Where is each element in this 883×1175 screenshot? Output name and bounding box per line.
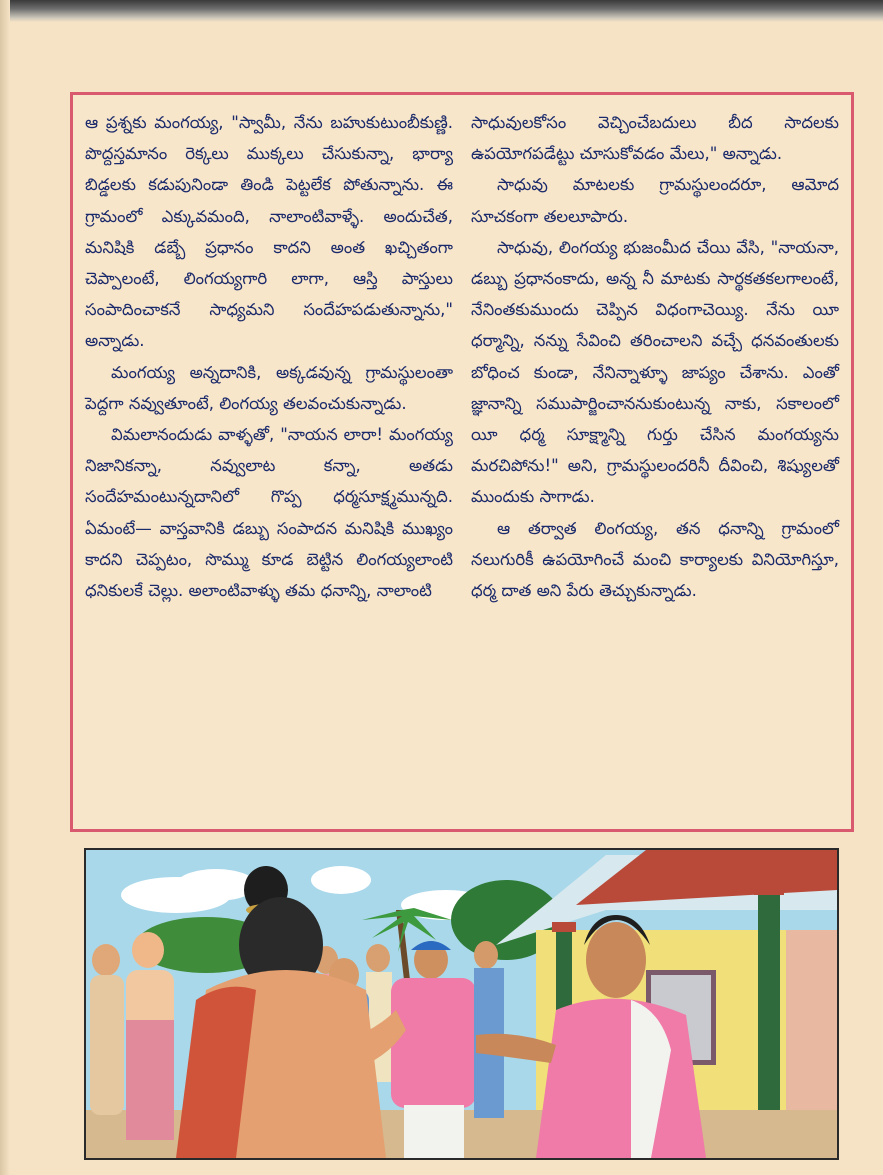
story-right-column [471,107,839,606]
story-paragraph: ఆ తర్వాత లింగయ్య, తన ధనాన్ని గ్రామంలో నలుగురికీ ఉపయోగించే మంచి కార్యాలకు వినియోగిస్తూ, ధర్మ దాత అని పేరు తెచ్చుకున్నాడు. [471,518,839,601]
story-left-column [85,107,453,606]
story-paragraph: సాధువు, లింగయ్య భుజంమీద చేయి వేసి, "నాయనా, డబ్బు ప్రధానంకాదు, అన్న నీ మాటకు సార్థకతకలగాలంటే, నేనింతకుముందు చెప్పిన విధంగాచెయ్యి. నేను యీ ధర్మాన్ని, నన్ను సేవించి తరించాలని వచ్చే ధనవంతులకు బోధించ కుండా, నేనిన్నాళ్ళూ జాప్యం చేశాను. ఎంతో జ్ఞానాన్ని సముపార్జించాననుకుంటున్న నాకు, సకాలంలో యీ ధర్మ సూక్ష్మాన్ని గుర్తు చేసిన మంగయ్యను మరచిపోను!" అని, గ్రామస్థులందరినీ దీవించి, శిష్యులతో ముందుకు సాగాడు. [471,237,839,507]
scanned-page-top-edge [0,0,883,22]
story-illustration [84,848,839,1160]
story-paragraph: సాధువు మాటలకు గ్రామస్థులందరూ, ఆమోద సూచకంగా తలలూపారు. [471,175,839,226]
story-text-frame [70,92,854,832]
story-paragraph: విమలానందుడు వాళ్ళతో, "నాయన లారా! మంగయ్య నిజానికన్నా, నవ్వులాట కన్నా, అతడు సందేహమంటున్నదానిలో గొప్ప ధర్మసూక్ష్మమున్నది. ఏమంటే— వాస్తవానికి డబ్బు సంపాదన మనిషికి ముఖ్యం కాదని చెప్పటం, సొమ్ము కూడ బెట్టిన లింగయ్యలాంటి ధనికులకే చెల్లు. అలాంటివాళ్ళు తమ ధనాన్ని, నాలాంటి [85,425,453,601]
story-paragraph: ఆ ప్రశ్నకు మంగయ్య, "స్వామీ, నేను బహుకుటుంబీకుణ్ణి. పొద్దస్తమానం రెక్కలు ముక్కలు చేసుకున్నా, భార్యా బిడ్డలకు కడుపునిండా తిండి పెట్టలేక పోతున్నాను. ఈ గ్రామంలో ఎక్కువమంది, నాలాంటివాళ్ళే. అందుచేత, మనిషికి డబ్బే ప్రధానం కాదని అంత ఖచ్చితంగా చెప్పాలంటే, లింగయ్యగారి లాగా, ఆస్తి పాస్తులు సంపాదించాకనే సాధ్యమని సందేహపడుతున్నాను," అన్నాడు. [85,113,453,351]
scanned-page-left-edge [0,0,10,1175]
story-paragraph: సాధువులకోసం వెచ్చించేబదులు బీద సాదలకు ఉపయోగపడేట్టు చూసుకోవడం మేలు," అన్నాడు. [471,113,839,164]
story-paragraph: మంగయ్య అన్నదానికి, అక్కడవున్న గ్రామస్థులంతా పెద్దగా నవ్వుతూంటే, లింగయ్య తలవంచుకున్నాడు. [85,362,453,413]
